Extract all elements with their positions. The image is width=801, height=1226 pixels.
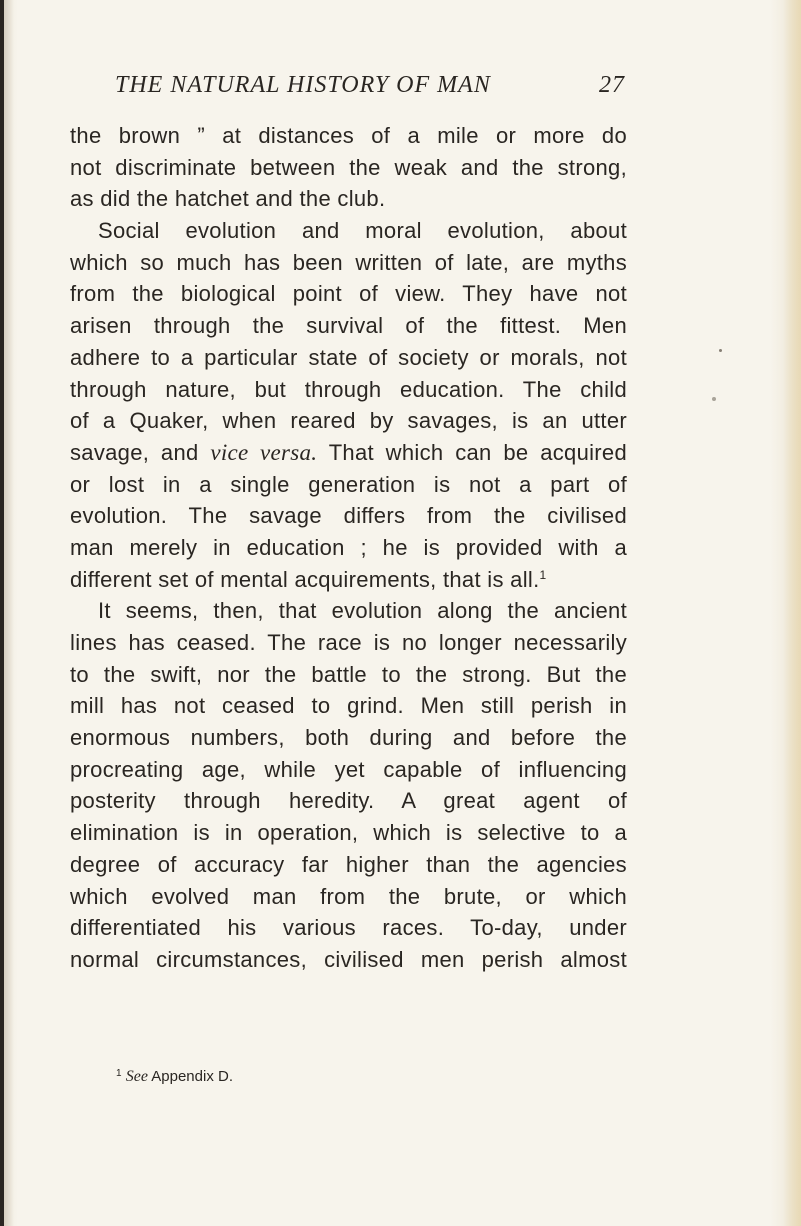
binding-shadow: [4, 0, 14, 1226]
text-line-24: degree of accuracy far higher than the agencies: [70, 851, 627, 877]
text-line-15-text: different set of mental acquirements, that is all.: [70, 566, 540, 592]
footnote-text: Appendix D.: [147, 1068, 233, 1085]
text-line-6: from the biological point of view. They have not: [70, 281, 627, 307]
footnote-see: See: [125, 1068, 148, 1085]
text-line-14: man merely in education ; he is provided with a: [70, 534, 627, 560]
text-line-21: procreating age, while yet capable of influencing: [70, 756, 627, 782]
text-line-2: not discriminate between the weak and the strong,: [70, 154, 627, 180]
text-line-20: enormous numbers, both during and before the: [70, 725, 627, 751]
text-line-11: [70, 437, 627, 469]
text-line-9: through nature, but through education. The child: [70, 376, 627, 402]
text-line-23: elimination is in operation, which is selective to a: [70, 820, 627, 846]
text-line-11-start: savage, and: [70, 439, 211, 465]
text-line-17: lines has ceased. The race is no longer necessarily: [70, 630, 627, 655]
text-line-3: as did the hatchet and the club.: [70, 186, 386, 212]
vice-versa-italic: vice versa.: [210, 439, 318, 465]
text-line-16: It seems, then, that evolution along the ancient: [98, 598, 627, 624]
main-text: [70, 120, 627, 976]
text-line-8: adhere to a particular state of society or morals, not: [70, 344, 627, 370]
text-line-7: arisen through the survival of the fittest. Men: [70, 313, 627, 339]
footnote-reference: 1: [539, 567, 547, 582]
page-number: 27: [599, 72, 625, 98]
text-line-26: differentiated his various races. To-day, under: [70, 915, 627, 941]
footnote-marker: 1: [116, 1068, 122, 1079]
text-line-4: Social evolution and moral evolution, about: [98, 218, 627, 244]
text-line-27: normal circumstances, civilised men perish almost: [70, 946, 627, 972]
running-title: THE NATURAL HISTORY OF MAN: [115, 72, 491, 98]
running-header: [115, 72, 625, 108]
text-line-18: to the swift, nor the battle to the strong. But the: [70, 661, 627, 687]
text-line-12: or lost in a single generation is not a part of: [70, 471, 627, 497]
text-line-19: mill has not ceased to grind. Men still perish in: [70, 693, 627, 719]
text-line-15: [70, 564, 627, 596]
page-right-edge: [783, 0, 801, 1226]
text-line-1: the brown ” at distances of a mile or more do: [70, 123, 627, 148]
text-line-22: posterity through heredity. A great agent of: [70, 788, 627, 814]
text-line-13: evolution. The savage differs from the civilised: [70, 503, 627, 529]
footnote: [116, 1068, 233, 1086]
paper-speck: [712, 397, 716, 401]
text-line-10: of a Quaker, when reared by savages, is an utter: [70, 408, 627, 434]
paper-speck: [719, 349, 722, 352]
text-line-25: which evolved man from the brute, or which: [70, 883, 627, 909]
text-line-5: which so much has been written of late, are myths: [70, 249, 627, 275]
text-line-11-end: That which can be acquired: [317, 439, 627, 465]
